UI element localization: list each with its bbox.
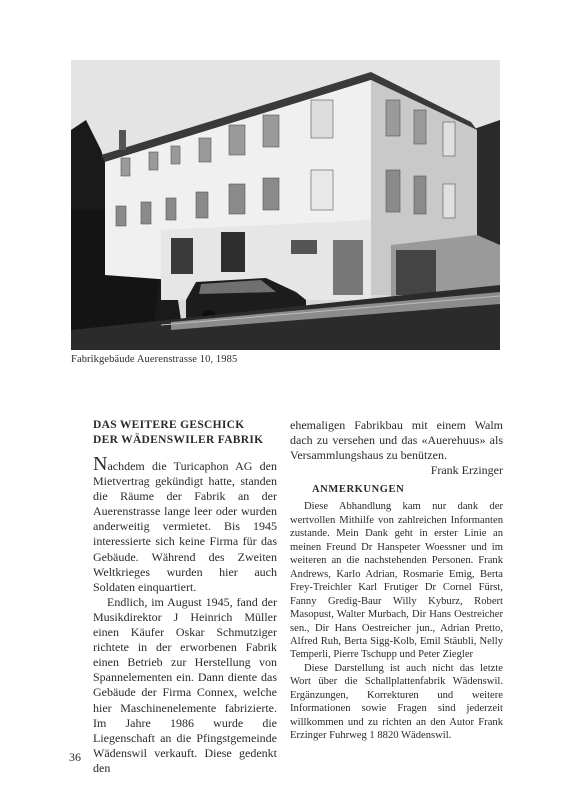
factory-building-image (71, 60, 500, 350)
notes-title: ANMERKUNGEN (312, 484, 405, 496)
article-title (93, 418, 277, 447)
article-paragraph-1 (93, 453, 277, 595)
notes-paragraph-2: Diese Darstellung ist auch nicht das letzte Wort über die Schallplattenfabrik Wädenswil. Ergänzungen, Korrekturen und weitere Informationen sowie Fragen sind jederzeit willkommen und zu richten an den Autor Frank Erzinger Fuhrweg 1 8820 Wädenswil. (290, 662, 503, 742)
notes-body (290, 500, 503, 742)
drop-cap: N (93, 453, 108, 475)
page-number: 36 (69, 750, 81, 764)
notes-paragraph-1: Diese Abhandlung kam nur dank der wertvollen Mithilfe von zahlreichen Informanten zustande. Mein Dank geht in erster Linie an meinen Freund Dr Hanspeter Woessner und im weiteren an die nachstehenden Personen. Frank Andrews, Karlo Adrian, Rosmarie Emig, Berta Frey-Treichler Karl Frutiger Dr Cornel Fürst, Fanny Gredig-Baur Willy Kyburz, Robert Masopust, Walter Murbach, Dir Hans Oestreicher sen., Dir Hans Oestreicher jun., Adrian Pretto, Alfred Ruh, Berta Sigg-Kolb, Emil Stäubli, Nelly Temperli, Pierre Tschupp und Peter Ziegler (290, 501, 503, 661)
article-paragraph-2: Endlich, im August 1945, fand der Musikdirektor J Heinrich Müller einen Käufer Oskar Schmutziger richtete in der erworbenen Fabrik einen Betrieb zur Herstellung von Spannelementen ein. Dann diente das Gebäude der Firma Connex, welche hier Maschinenelemente fabrizierte. Im Jahre 1986 wurde die Liegenschaft an die Pfingstgemeinde Wädenswil verkauft. Diese gedenkt den (93, 594, 277, 775)
article-paragraph-1-text: achdem die Turicaphon AG den Mietvertrag gekündigt hatte, standen die Räume der Fabrik an der Auerenstrasse lange leer oder wurden anderweitig vermietet. Bis 1945 interessierte sich keine Firma für das Gebäude. Während des Zweiten Weltkrieges wurden hier auch Soldaten einquartiert. (93, 459, 277, 594)
article-title-line1: DAS WEITERE GESCHICK (93, 419, 245, 431)
factory-photo (71, 60, 500, 350)
article-paragraph-2-continued: ehemaligen Fabrikbau mit einem Walm dach zu versehen und das «Auerehuus» als Versammlungshaus zu benützen. (290, 418, 503, 463)
article-right-column (290, 418, 503, 743)
photo-caption: Fabrikgebäude Auerenstrasse 10, 1985 (71, 354, 238, 365)
article-left-column (93, 418, 277, 776)
author-signature: Frank Erzinger (430, 463, 503, 478)
article-title-line2: DER WÄDENSWILER FABRIK (93, 433, 264, 446)
